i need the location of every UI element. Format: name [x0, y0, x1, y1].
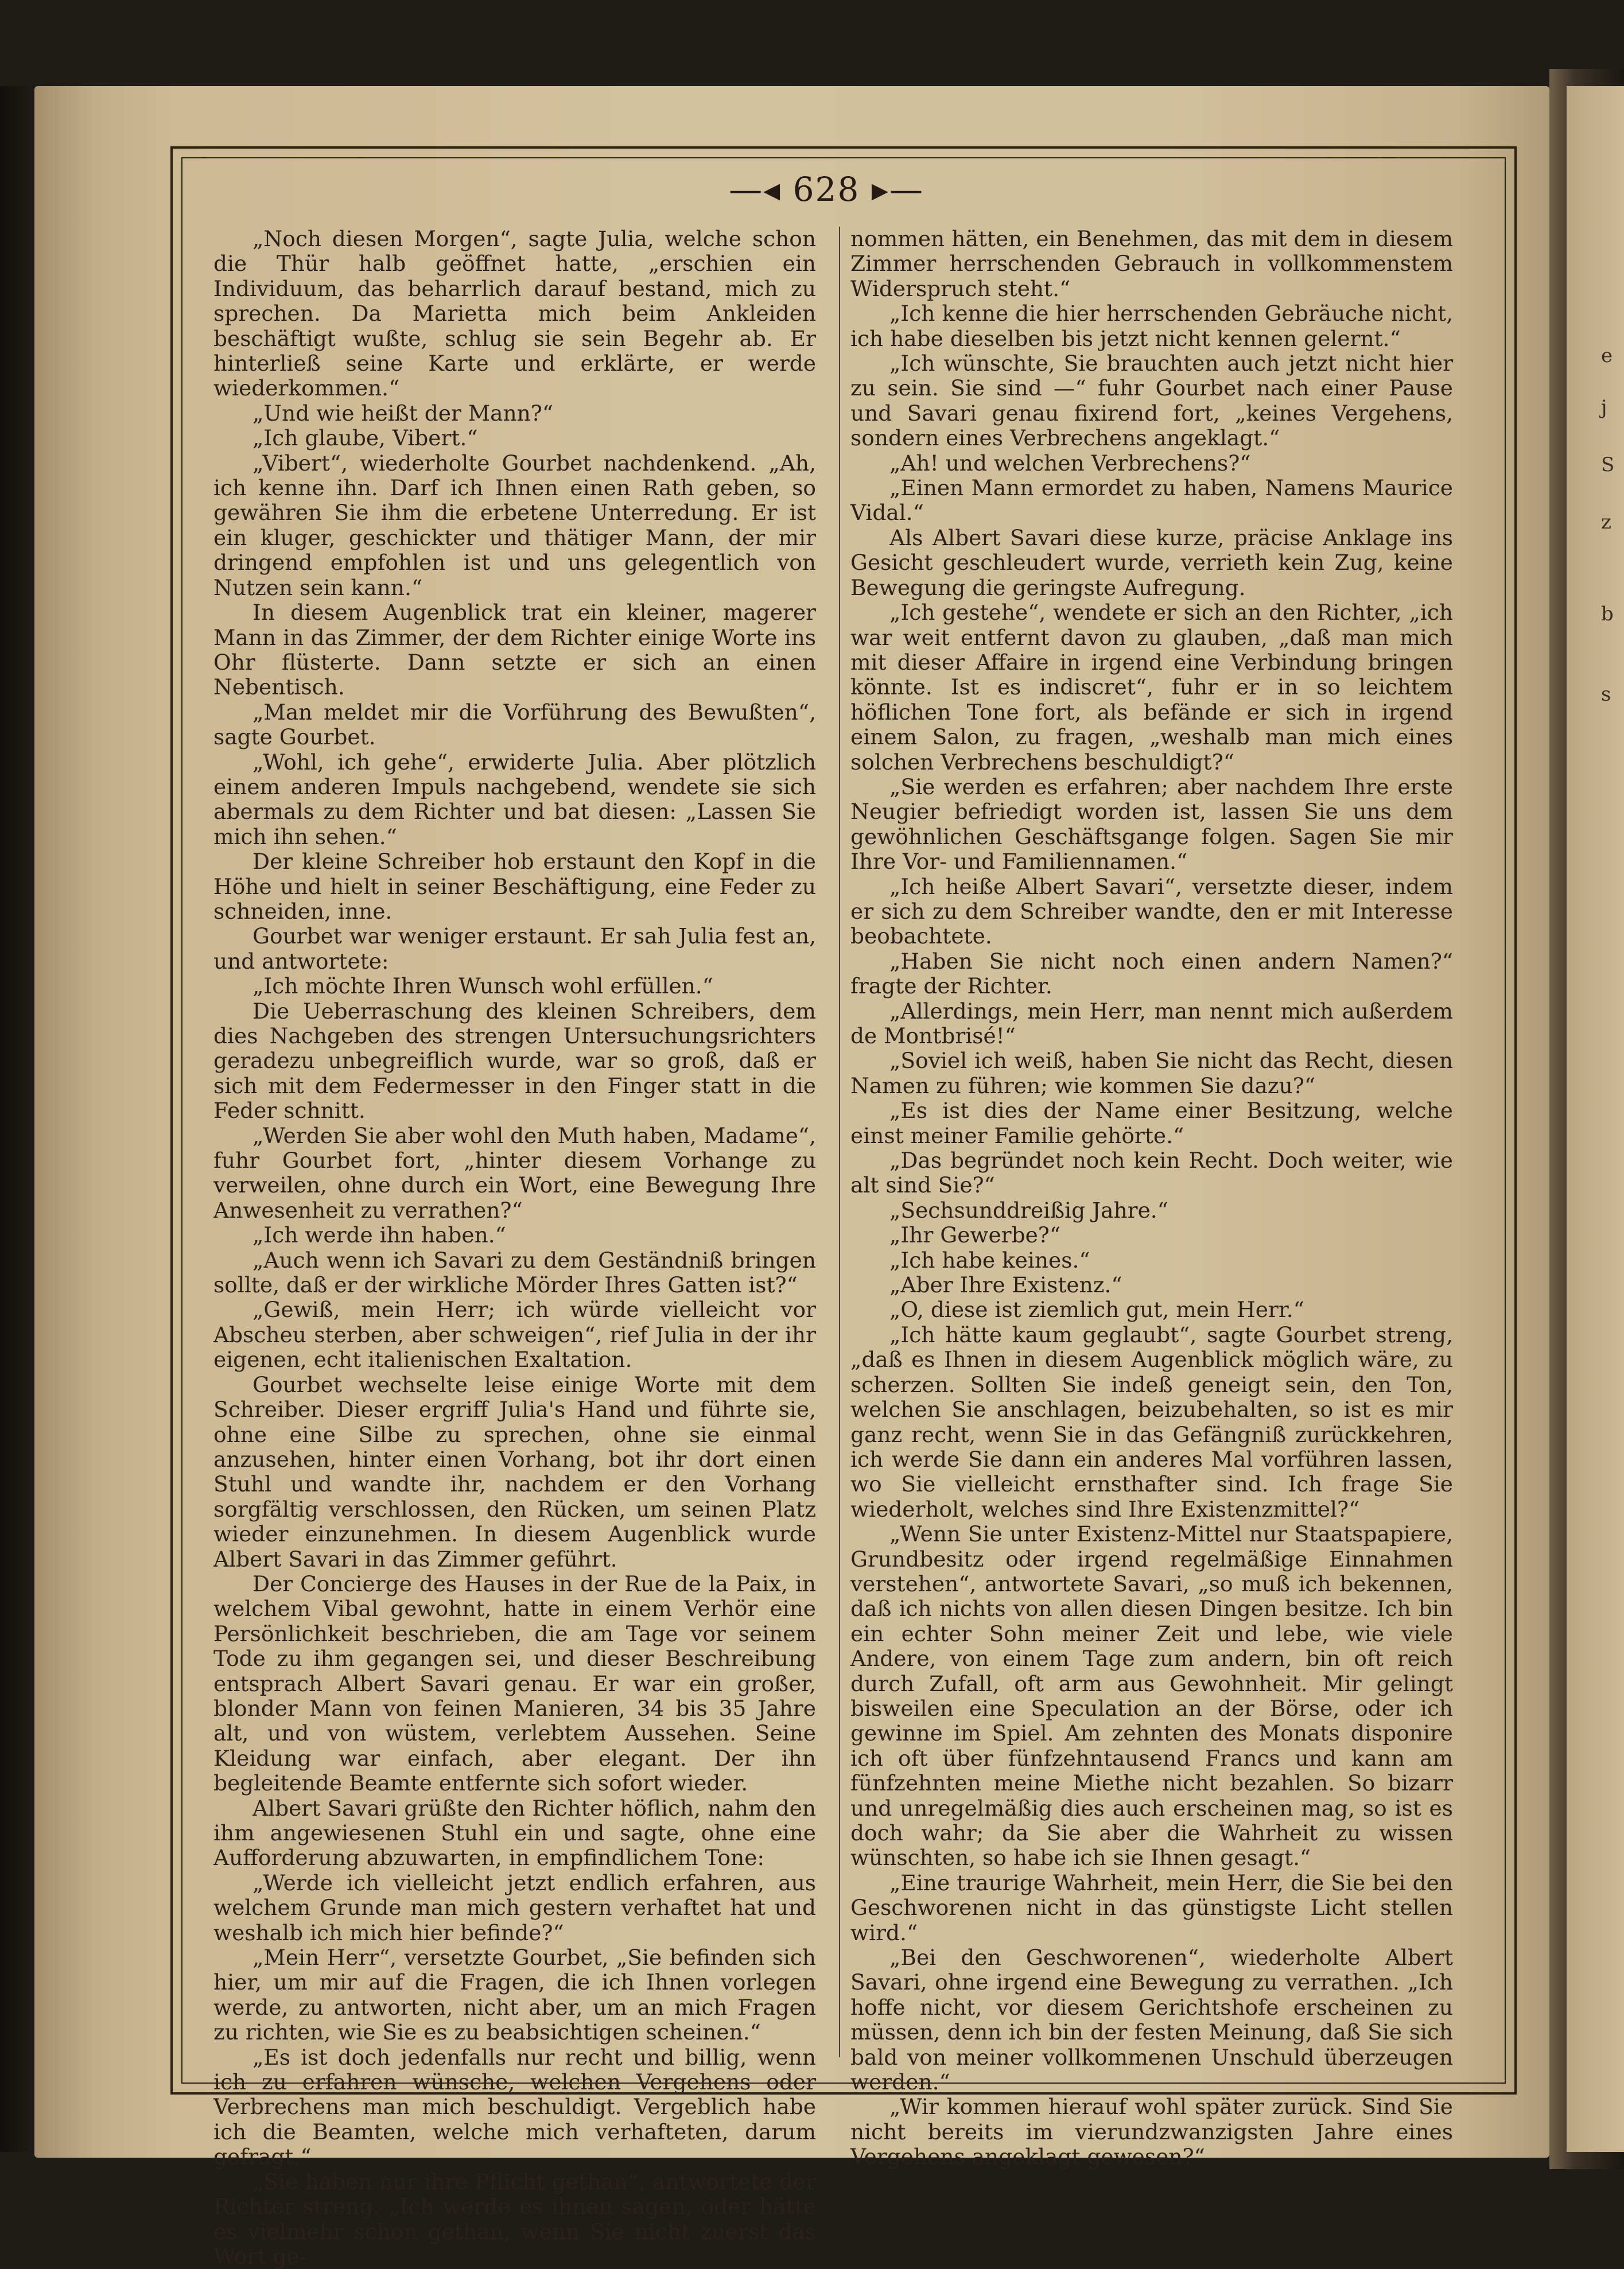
paragraph: „O, diese ist ziemlich gut, mein Herr.“	[889, 1297, 1304, 1323]
paragraph: „Werde ich vielleicht jetzt endlich erfahren, aus welchem Grunde man mich gestern verhaftet hat und weshalb ich mich hier befinde?“	[213, 1870, 816, 1945]
paragraph: „Wohl, ich gehe“, erwiderte Julia. Aber plötzlich einem anderen Impuls nachgebend, wendete sie sich abermals zu dem Richter und bat diesen: „Lassen Sie mich ihn sehen.“	[213, 749, 816, 849]
paragraph: „Ich heiße Albert Savari“, versetzte dieser, indem er sich zu dem Schreiber wandte, den er mit Interesse beobachtete.	[850, 873, 1453, 949]
facing-page-fragment: z	[1601, 511, 1611, 534]
paragraph: „Allerdings, mein Herr, man nennt mich außerdem de Montbrisé!“	[850, 998, 1453, 1048]
paragraph: „Ich möchte Ihren Wunsch wohl erfüllen.“	[252, 973, 713, 999]
paragraph: Gourbet war weniger erstaunt. Er sah Julia fest an, und antwortete:	[213, 923, 816, 974]
paragraph: Der kleine Schreiber hob erstaunt den Kopf in die Höhe und hielt in seiner Beschäftigung, eine Feder zu schneiden, inne.	[213, 849, 816, 924]
facing-page-fragment: s	[1601, 683, 1611, 706]
paragraph: „Einen Mann ermordet zu haben, Namens Maurice Vidal.“	[850, 475, 1453, 526]
paragraph: „Vibert“, wiederholte Gourbet nachdenkend. „Ah, ich kenne ihn. Darf ich Ihnen einen Rath geben, so gewähren Sie ihm die erbetene Unterredung. Er ist ein kluger, geschickter und thätiger Mann, der mir dringend empfohlen ist und uns gelegentlich von Nutzen sein kann.“	[213, 450, 816, 600]
paragraph: „Aber Ihre Existenz.“	[889, 1272, 1122, 1298]
paragraph: „Soviel ich weiß, haben Sie nicht das Recht, diesen Namen zu führen; wie kommen Sie dazu?“	[850, 1048, 1453, 1098]
paragraph: „Sechsunddreißig Jahre.“	[889, 1197, 1168, 1223]
ornament-left-icon: —◂	[729, 170, 793, 209]
paragraph: „Bei den Geschworenen“, wiederholte Albert Savari, ohne irgend eine Bewegung zu verrathen. „Ich hoffe nicht, vor diesem Gerichtshofe erscheinen zu müssen, denn ich bin der festen Meinung, daß Sie sich bald von meiner vollkommenen Unschuld überzeugen werden.“	[850, 1945, 1453, 2095]
facing-page-edge	[1567, 86, 1624, 2152]
facing-page-fragment: e	[1601, 344, 1613, 367]
paragraph: „Ich kenne die hier herrschenden Gebräuche nicht, ich habe dieselben bis jetzt nicht kennen gelernt.“	[850, 301, 1453, 351]
paragraph: „Das begründet noch kein Recht. Doch weiter, wie alt sind Sie?“	[850, 1148, 1453, 1198]
column-divider	[839, 227, 840, 2057]
paragraph: „Ich werde ihn haben.“	[252, 1222, 506, 1248]
text-column-right	[850, 226, 1453, 2170]
paragraph: „Mein Herr“, versetzte Gourbet, „Sie befinden sich hier, um mir auf die Fragen, die ich Ihnen vorlegen werde, zu antworten, nicht aber, um an mich Fragen zu richten, wie Sie es zu beabsichtigen scheinen.“	[213, 1945, 816, 2045]
text-column-left	[213, 226, 816, 2269]
paragraph: „Ihr Gewerbe?“	[889, 1222, 1061, 1248]
paragraph: „Auch wenn ich Savari zu dem Geständniß bringen sollte, daß er der wirkliche Mörder Ihres Gatten ist?“	[213, 1247, 816, 1298]
paragraph: „Ich glaube, Vibert.“	[252, 425, 478, 451]
paragraph: „Sie werden es erfahren; aber nachdem Ihre erste Neugier befriedigt worden ist, lassen Sie uns dem gewöhnlichen Geschäftsgange folgen. Sagen Sie mir Ihre Vor- und Familiennamen.“	[850, 774, 1453, 875]
paragraph: „Ich hätte kaum geglaubt“, sagte Gourbet streng, „daß es Ihnen in diesem Augenblick möglich wäre, zu scherzen. Sollten Sie indeß geneigt sein, den Ton, welchen Sie anschlagen, beizubehalten, so ist es mir ganz recht, wenn Sie in das Gefängniß zurückkehren, ich werde Sie dann ein anderes Mal vorführen lassen, wo Sie vielleicht ernsthafter sind. Ich frage Sie wiederholt, welches sind Ihre Existenzmittel?“	[850, 1322, 1453, 1522]
page-number-text: 628	[792, 170, 860, 209]
facing-page-fragment: j	[1601, 396, 1607, 419]
paragraph: „Und wie heißt der Mann?“	[252, 400, 554, 426]
paragraph: Gourbet wechselte leise einige Worte mit dem Schreiber. Dieser ergriff Julia's Hand und führte sie, ohne eine Silbe zu sprechen, ohne sie einmal anzusehen, hinter einen Vorhang, bot ihr dort einen Stuhl und wandte ihr, nachdem er den Vorhang sorgfältig verschlossen, den Rücken, um seinen Platz wieder einzunehmen. In diesem Augenblick wurde Albert Savari in das Zimmer geführt.	[213, 1371, 816, 1572]
paragraph: „Gewiß, mein Herr; ich würde vielleicht vor Abscheu sterben, aber schweigen“, rief Julia in der ihr eigenen, echt italienischen Exaltation.	[213, 1297, 816, 1373]
paragraph: „Eine traurige Wahrheit, mein Herr, die Sie bei den Geschworenen nicht in das günstigste Licht stellen wird.“	[850, 1870, 1453, 1945]
paragraph: „Es ist doch jedenfalls nur recht und billig, wenn ich zu erfahren wünsche, welchen Vergehens oder Verbrechens man mich beschuldigt. Vergeblich habe ich die Beamten, welche mich verhafteten, darum gefragt.“	[213, 2044, 816, 2170]
facing-page-fragment: S	[1601, 453, 1615, 476]
paragraph: „Werden Sie aber wohl den Muth haben, Madame“, fuhr Gourbet fort, „hinter diesem Vorhange zu verweilen, ohne durch ein Wort, eine Bewegung Ihre Anwesenheit zu verrathen?“	[213, 1122, 816, 1223]
paragraph: Albert Savari grüßte den Richter höflich, nahm den ihm angewiesenen Stuhl ein und sagte, ohne eine Aufforderung abzuwarten, in empfindlichem Tone:	[213, 1795, 816, 1871]
paragraph: „Es ist dies der Name einer Besitzung, welche einst meiner Familie gehörte.“	[850, 1098, 1453, 1148]
paragraph: „Ah! und welchen Verbrechens?“	[889, 450, 1251, 476]
paragraph: In diesem Augenblick trat ein kleiner, magerer Mann in das Zimmer, der dem Richter einige Worte ins Ohr flüsterte. Dann setzte er sich an einen Nebentisch.	[213, 600, 816, 700]
paragraph: „Ich wünschte, Sie brauchten auch jetzt nicht hier zu sein. Sie sind —“ fuhr Gourbet nach einer Pause und Savari genau fixirend fort, „keines Vergehens, sondern eines Verbrechens angeklagt.“	[850, 351, 1453, 451]
paragraph: Die Ueberraschung des kleinen Schreibers, dem dies Nachgeben des strengen Untersuchungsrichters geradezu unbegreiflich wurde, war so groß, daß er sich mit dem Federmesser in den Finger statt in die Feder schnitt.	[213, 998, 816, 1124]
paragraph: Als Albert Savari diese kurze, präcise Anklage ins Gesicht geschleudert wurde, verrieth kein Zug, keine Bewegung die geringste Aufregung.	[850, 524, 1453, 600]
facing-page-fragment: b	[1601, 603, 1614, 625]
ornament-right-icon: ▸—	[860, 170, 924, 209]
paragraph: „Noch diesen Morgen“, sagte Julia, welche schon die Thür halb geöffnet hatte, „erschien ein Individuum, das beharrlich darauf bestand, mich zu sprechen. Da Marietta mich beim Ankleiden beschäftigt wußte, schlug sie sein Begehr ab. Er hinterließ seine Karte und erklärte, er werde wiederkommen.“	[213, 226, 816, 401]
paragraph: „Haben Sie nicht noch einen andern Namen?“ fragte der Richter.	[850, 948, 1453, 999]
page-number	[729, 169, 924, 209]
paragraph: „Wenn Sie unter Existenz-Mittel nur Staatspapiere, Grundbesitz oder irgend regelmäßige Einnahmen verstehen“, antwortete Savari, „so muß ich bekennen, daß ich nichts von allen diesen Dingen besitze. Ich bin ein echter Sohn meiner Zeit und lebe, wie viele Andere, von einem Tage zum andern, bin oft reich durch Zufall, oft arm aus Gewohnheit. Mir gelingt bisweilen eine Speculation an der Börse, oder ich gewinne im Spiel. Am zehnten des Monats disponire ich oft über fünfzehntausend Francs und kann am fünfzehnten meine Miethe nicht bezahlen. So bizarr und unregelmäßig dies auch erscheinen mag, so ist es doch wahr; da Sie aber die Wahrheit zu wissen wünschten, so habe ich sie Ihnen gesagt.“	[850, 1521, 1453, 1871]
paragraph: nommen hätten, ein Benehmen, das mit dem in diesem Zimmer herrschenden Gebrauch in vollkommenstem Widerspruch steht.“	[850, 226, 1453, 301]
paragraph: „Wir kommen hierauf wohl später zurück. Sind Sie nicht bereits im vierundzwanzigsten Jahre eines Vergehens angeklagt gewesen?“	[850, 2094, 1453, 2170]
paragraph: „Ich habe keines.“	[889, 1247, 1090, 1273]
paragraph: Der Concierge des Hauses in der Rue de la Paix, in welchem Vibal gewohnt, hatte in einem Verhör eine Persönlichkeit beschrieben, die am Tage vor seinem Tode zu ihm gegangen sei, und dieser Beschreibung entsprach Albert Savari genau. Er war ein großer, blonder Mann von feinen Manieren, 34 bis 35 Jahre alt, und von wüstem, verlebtem Aussehen. Seine Kleidung war einfach, aber elegant. Der ihn begleitende Beamte entfernte sich sofort wieder.	[213, 1571, 816, 1796]
paragraph: „Man meldet mir die Vorführung des Bewußten“, sagte Gourbet.	[213, 699, 816, 750]
paragraph: „Sie haben nur ihre Pflicht gethan“, antwortete der Richter streng. „Ich werde es ihnen sagen, oder hätte es vielmehr schon gethan, wenn Sie nicht zuerst das Wort ge-	[213, 2169, 816, 2269]
paragraph: „Ich gestehe“, wendete er sich an den Richter, „ich war weit entfernt davon zu glauben, „daß man mich mit dieser Affaire in irgend eine Verbindung bringen könnte. Ist es indiscret“, fuhr er in so leichtem höflichen Tone fort, als befände er sich in irgend einem Salon, zu fragen, „weshalb man mich eines solchen Verbrechens beschuldigt?“	[850, 600, 1453, 775]
